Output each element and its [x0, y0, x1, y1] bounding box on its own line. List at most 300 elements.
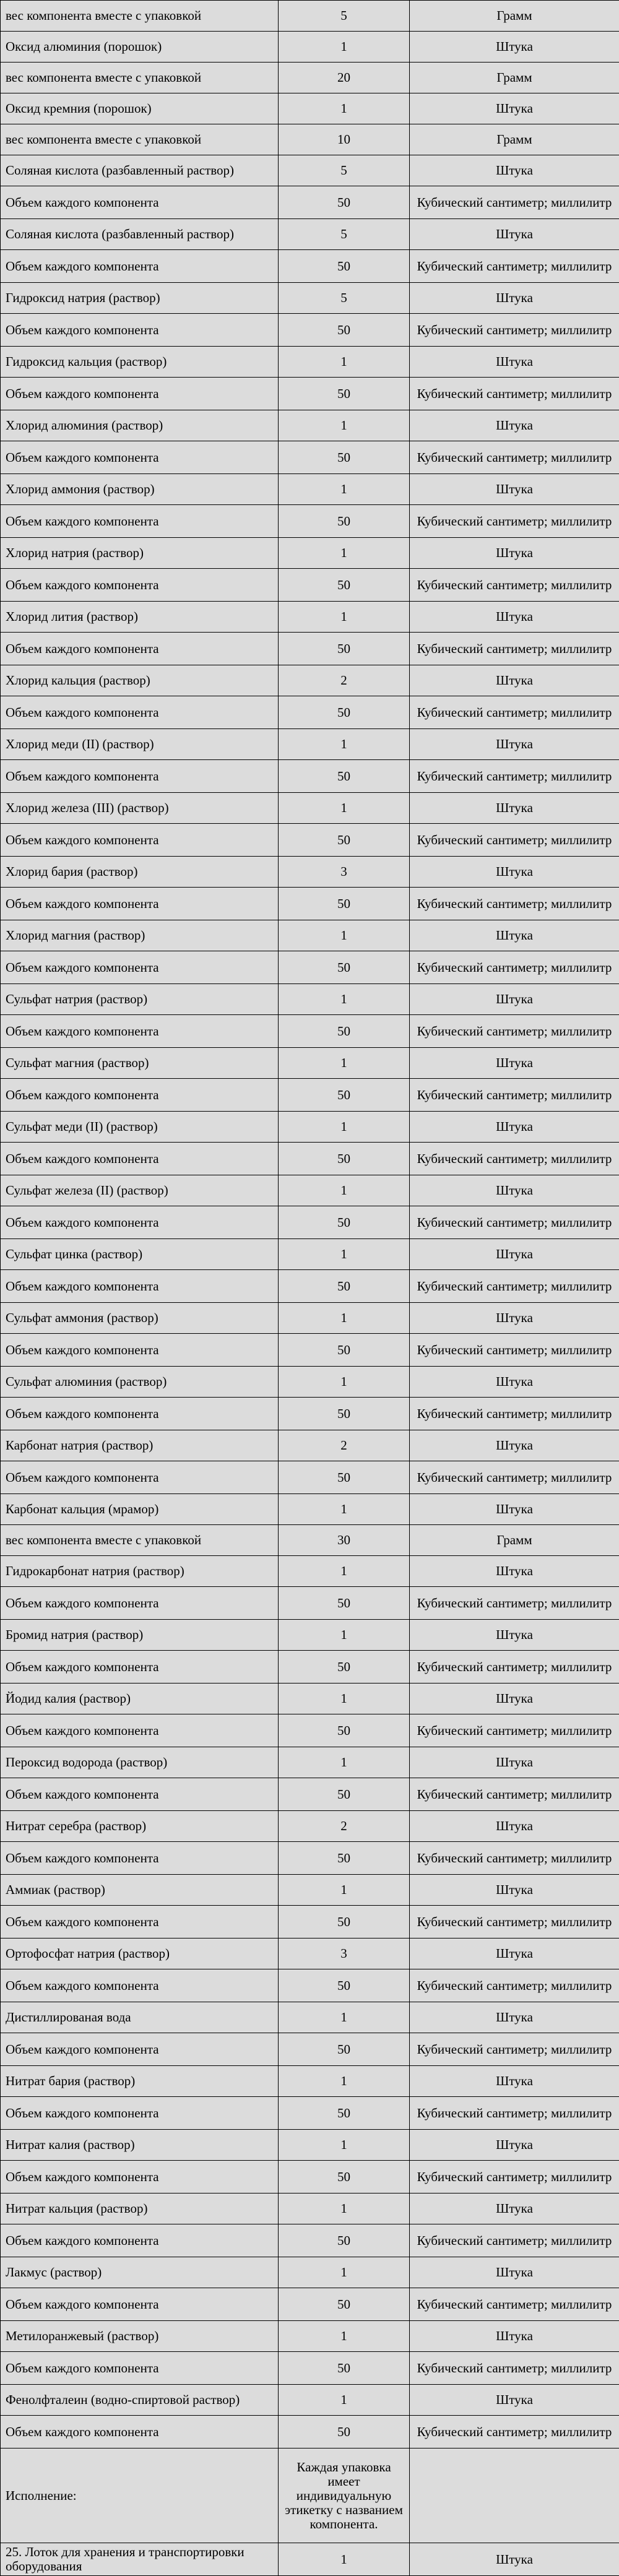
- cell-quantity: 1: [279, 347, 410, 378]
- cell-unit: Штука: [410, 1239, 619, 1270]
- cell-quantity: 1: [279, 2130, 410, 2161]
- cell-unit: Штука: [410, 1747, 619, 1778]
- cell-name: Объем каждого компонента: [1, 186, 279, 219]
- cell-unit: Кубический сантиметр; миллилитр: [410, 1398, 619, 1430]
- cell-unit: Штука: [410, 1683, 619, 1714]
- table-row: [1, 1015, 619, 1048]
- cell-quantity: 1: [279, 984, 410, 1015]
- cell-name: Объем каждого компонента: [1, 951, 279, 984]
- cell-unit: Кубический сантиметр; миллилитр: [410, 505, 619, 538]
- cell-unit: Кубический сантиметр; миллилитр: [410, 951, 619, 984]
- cell-quantity: 1: [279, 538, 410, 569]
- table-row: [1, 920, 619, 951]
- table-row: [1, 665, 619, 696]
- cell-unit: Кубический сантиметр; миллилитр: [410, 888, 619, 920]
- cell-name: Оксид алюминия (порошок): [1, 32, 279, 63]
- cell-unit: Штука: [410, 1494, 619, 1525]
- cell-unit: Штука: [410, 857, 619, 888]
- cell-unit: Кубический сантиметр; миллилитр: [410, 633, 619, 665]
- cell-quantity: 1: [279, 793, 410, 824]
- cell-quantity: 50: [279, 1143, 410, 1175]
- table-row: [1, 1811, 619, 1842]
- cell-name: Хлорид бария (раствор): [1, 857, 279, 888]
- cell-name: Объем каждого компонента: [1, 2224, 279, 2257]
- cell-name: Нитрат кальция (раствор): [1, 2193, 279, 2224]
- cell-unit: Кубический сантиметр; миллилитр: [410, 569, 619, 602]
- cell-quantity: 50: [279, 951, 410, 984]
- cell-quantity: 50: [279, 250, 410, 283]
- cell-name: Объем каждого компонента: [1, 696, 279, 729]
- table-row: [1, 729, 619, 760]
- table-row: [1, 1525, 619, 1556]
- cell-quantity: 50: [279, 1906, 410, 1938]
- table-row: [1, 2193, 619, 2224]
- table-row: [1, 219, 619, 250]
- cell-quantity: 1: [279, 729, 410, 760]
- cell-unit: Штука: [410, 93, 619, 124]
- cell-quantity: 1: [279, 1556, 410, 1587]
- cell-name: Объем каждого компонента: [1, 1461, 279, 1494]
- cell-name: Объем каждого компонента: [1, 569, 279, 602]
- cell-quantity: 5: [279, 283, 410, 314]
- cell-unit: Грамм: [410, 1, 619, 32]
- cell-quantity: 50: [279, 505, 410, 538]
- table-row: [1, 602, 619, 633]
- cell-quantity: 1: [279, 32, 410, 63]
- cell-quantity: 1: [279, 93, 410, 124]
- cell-unit: Штука: [410, 1556, 619, 1587]
- cell-unit: Кубический сантиметр; миллилитр: [410, 314, 619, 347]
- cell-quantity: 1: [279, 1048, 410, 1079]
- cell-quantity: 10: [279, 124, 410, 155]
- cell-unit: Штука: [410, 729, 619, 760]
- cell-name: Нитрат бария (раствор): [1, 2066, 279, 2097]
- cell-name: Объем каждого компонента: [1, 441, 279, 474]
- cell-unit: Штука: [410, 1175, 619, 1206]
- cell-name: Объем каждого компонента: [1, 1842, 279, 1875]
- cell-unit: Кубический сантиметр; миллилитр: [410, 2352, 619, 2385]
- table-row: [1, 1112, 619, 1143]
- cell-unit: Кубический сантиметр; миллилитр: [410, 1461, 619, 1494]
- cell-name: Соляная кислота (разбавленный раствор): [1, 219, 279, 250]
- cell-unit: Кубический сантиметр; миллилитр: [410, 1778, 619, 1811]
- cell-unit: Штука: [410, 155, 619, 186]
- cell-quantity: 50: [279, 760, 410, 793]
- cell-quantity: 1: [279, 2385, 410, 2416]
- cell-quantity: 1: [279, 1303, 410, 1334]
- cell-name: Объем каждого компонента: [1, 1334, 279, 1367]
- cell-unit: Кубический сантиметр; миллилитр: [410, 1906, 619, 1938]
- table-row: [1, 2416, 619, 2448]
- cell-quantity: 50: [279, 2033, 410, 2066]
- cell-quantity: 2: [279, 1811, 410, 1842]
- cell-name: Объем каждого компонента: [1, 314, 279, 347]
- table-row: [1, 2288, 619, 2321]
- cell-unit: Кубический сантиметр; миллилитр: [410, 2288, 619, 2321]
- cell-quantity: 30: [279, 1525, 410, 1556]
- cell-name: Оксид кремния (порошок): [1, 93, 279, 124]
- specification-table-body: [1, 1, 619, 2576]
- cell-quantity: 50: [279, 1079, 410, 1112]
- cell-name: Объем каждого компонента: [1, 2288, 279, 2321]
- table-row: [1, 1430, 619, 1461]
- cell-unit: Штука: [410, 538, 619, 569]
- cell-quantity: 50: [279, 1651, 410, 1683]
- cell-name: Объем каждого компонента: [1, 1015, 279, 1048]
- cell-name: Аммиак (раствор): [1, 1875, 279, 1906]
- table-row: [1, 1906, 619, 1938]
- cell-quantity: 1: [279, 2193, 410, 2224]
- cell-quantity: 50: [279, 1842, 410, 1875]
- table-row: [1, 1842, 619, 1875]
- cell-unit: Штука: [410, 1811, 619, 1842]
- cell-unit: Штука: [410, 2385, 619, 2416]
- cell-unit: Штука: [410, 2257, 619, 2288]
- table-row: [1, 186, 619, 219]
- cell-unit: Штука: [410, 410, 619, 441]
- cell-name: Объем каждого компонента: [1, 505, 279, 538]
- cell-unit: Штука: [410, 793, 619, 824]
- cell-unit: Кубический сантиметр; миллилитр: [410, 1270, 619, 1303]
- cell-quantity: 50: [279, 2288, 410, 2321]
- cell-name: Объем каждого компонента: [1, 2352, 279, 2385]
- cell-quantity: 2: [279, 665, 410, 696]
- cell-quantity: 1: [279, 920, 410, 951]
- table-row: [1, 1747, 619, 1778]
- table-row: [1, 1556, 619, 1587]
- cell-unit: Кубический сантиметр; миллилитр: [410, 2097, 619, 2130]
- cell-name: Хлорид железа (III) (раствор): [1, 793, 279, 824]
- table-row: [1, 93, 619, 124]
- table-row: [1, 2321, 619, 2352]
- cell-unit: Штука: [410, 474, 619, 505]
- cell-name: Объем каждого компонента: [1, 2033, 279, 2066]
- cell-unit: Кубический сантиметр; миллилитр: [410, 186, 619, 219]
- table-row: [1, 32, 619, 63]
- cell-name: Бромид натрия (раствор): [1, 1620, 279, 1651]
- cell-unit: Штука: [410, 984, 619, 1015]
- table-row: [1, 1239, 619, 1270]
- cell-unit: Кубический сантиметр; миллилитр: [410, 2416, 619, 2448]
- cell-unit: Штука: [410, 1367, 619, 1398]
- cell-name: Объем каждого компонента: [1, 633, 279, 665]
- cell-name: Сульфат алюминия (раствор): [1, 1367, 279, 1398]
- cell-quantity: 50: [279, 888, 410, 920]
- cell-name: Объем каждого компонента: [1, 1651, 279, 1683]
- cell-name: Объем каждого компонента: [1, 824, 279, 857]
- cell-name: Объем каждого компонента: [1, 250, 279, 283]
- cell-quantity: Каждая упаковка имеет индивидуальную этикетку с названием компонента.: [279, 2448, 410, 2543]
- table-row: [1, 857, 619, 888]
- cell-name: Хлорид аммония (раствор): [1, 474, 279, 505]
- table-row: [1, 1143, 619, 1175]
- cell-quantity: 1: [279, 1239, 410, 1270]
- cell-quantity: 20: [279, 63, 410, 93]
- cell-quantity: 50: [279, 569, 410, 602]
- cell-name: Метилоранжевый (раствор): [1, 2321, 279, 2352]
- table-row: [1, 283, 619, 314]
- cell-name: вес компонента вместе с упаковкой: [1, 63, 279, 93]
- cell-name: Хлорид натрия (раствор): [1, 538, 279, 569]
- cell-name: Гидроксид натрия (раствор): [1, 283, 279, 314]
- cell-name: вес компонента вместе с упаковкой: [1, 124, 279, 155]
- cell-name: Йодид калия (раствор): [1, 1683, 279, 1714]
- table-row: [1, 1206, 619, 1239]
- cell-quantity: 50: [279, 1714, 410, 1747]
- cell-quantity: 1: [279, 1175, 410, 1206]
- table-row: [1, 824, 619, 857]
- cell-unit: Кубический сантиметр; миллилитр: [410, 1143, 619, 1175]
- cell-unit: Штука: [410, 1620, 619, 1651]
- cell-quantity: 1: [279, 410, 410, 441]
- cell-quantity: 50: [279, 186, 410, 219]
- cell-name: Объем каждого компонента: [1, 1079, 279, 1112]
- cell-unit: Штука: [410, 2130, 619, 2161]
- table-row: [1, 1367, 619, 1398]
- cell-unit: Штука: [410, 2066, 619, 2097]
- table-row: [1, 2002, 619, 2033]
- table-row: [1, 155, 619, 186]
- cell-name: Сульфат натрия (раствор): [1, 984, 279, 1015]
- table-row: [1, 1875, 619, 1906]
- cell-name: Сульфат железа (II) (раствор): [1, 1175, 279, 1206]
- table-row: [1, 760, 619, 793]
- cell-name: Сульфат аммония (раствор): [1, 1303, 279, 1334]
- table-row: [1, 2257, 619, 2288]
- cell-name: Карбонат натрия (раствор): [1, 1430, 279, 1461]
- cell-name: Дистиллированая вода: [1, 2002, 279, 2033]
- table-row: [1, 1048, 619, 1079]
- cell-name: Объем каждого компонента: [1, 2097, 279, 2130]
- table-row: [1, 1969, 619, 2002]
- cell-unit: Грамм: [410, 124, 619, 155]
- cell-unit: [410, 2448, 619, 2543]
- cell-unit: Кубический сантиметр; миллилитр: [410, 250, 619, 283]
- cell-quantity: 5: [279, 1, 410, 32]
- table-row: [1, 793, 619, 824]
- cell-quantity: 50: [279, 1398, 410, 1430]
- cell-quantity: 1: [279, 1494, 410, 1525]
- cell-unit: Кубический сантиметр; миллилитр: [410, 2033, 619, 2066]
- cell-name: Исполнение:: [1, 2448, 279, 2543]
- table-row: [1, 696, 619, 729]
- cell-unit: Кубический сантиметр; миллилитр: [410, 696, 619, 729]
- cell-name: Сульфат магния (раствор): [1, 1048, 279, 1079]
- cell-quantity: 1: [279, 474, 410, 505]
- cell-quantity: 50: [279, 1015, 410, 1048]
- cell-name: Хлорид магния (раствор): [1, 920, 279, 951]
- cell-unit: Кубический сантиметр; миллилитр: [410, 1714, 619, 1747]
- table-row: [1, 505, 619, 538]
- table-row: [1, 2066, 619, 2097]
- cell-name: Объем каждого компонента: [1, 1906, 279, 1938]
- cell-quantity: 1: [279, 1875, 410, 1906]
- cell-unit: Штука: [410, 920, 619, 951]
- cell-quantity: 50: [279, 824, 410, 857]
- cell-quantity: 50: [279, 1969, 410, 2002]
- cell-quantity: 3: [279, 1938, 410, 1969]
- cell-quantity: 1: [279, 1683, 410, 1714]
- table-row: [1, 1714, 619, 1747]
- table-row: [1, 124, 619, 155]
- table-row: [1, 2352, 619, 2385]
- cell-unit: Кубический сантиметр; миллилитр: [410, 1842, 619, 1875]
- table-row: [1, 410, 619, 441]
- cell-name: Ортофосфат натрия (раствор): [1, 1938, 279, 1969]
- cell-quantity: 50: [279, 2416, 410, 2448]
- cell-name: Объем каждого компонента: [1, 2161, 279, 2193]
- table-row: [1, 1620, 619, 1651]
- table-row: [1, 569, 619, 602]
- table-row: [1, 1683, 619, 1714]
- table-row: [1, 1494, 619, 1525]
- table-row: [1, 1461, 619, 1494]
- cell-unit: Кубический сантиметр; миллилитр: [410, 760, 619, 793]
- cell-name: Объем каждого компонента: [1, 1398, 279, 1430]
- cell-name: Хлорид алюминия (раствор): [1, 410, 279, 441]
- cell-quantity: 50: [279, 2097, 410, 2130]
- cell-quantity: 5: [279, 155, 410, 186]
- cell-name: Объем каждого компонента: [1, 760, 279, 793]
- cell-quantity: 1: [279, 2066, 410, 2097]
- cell-quantity: 1: [279, 602, 410, 633]
- cell-name: Объем каждого компонента: [1, 1143, 279, 1175]
- cell-name: Соляная кислота (разбавленный раствор): [1, 155, 279, 186]
- cell-name: Сульфат цинка (раствор): [1, 1239, 279, 1270]
- table-row: [1, 1398, 619, 1430]
- table-row: [1, 1778, 619, 1811]
- cell-unit: Штука: [410, 1048, 619, 1079]
- table-row: [1, 888, 619, 920]
- table-row: [1, 1587, 619, 1620]
- cell-quantity: 50: [279, 1334, 410, 1367]
- cell-unit: Штука: [410, 1875, 619, 1906]
- cell-unit: Штука: [410, 1430, 619, 1461]
- cell-unit: Кубический сантиметр; миллилитр: [410, 2224, 619, 2257]
- cell-quantity: 50: [279, 2352, 410, 2385]
- cell-unit: Кубический сантиметр; миллилитр: [410, 1206, 619, 1239]
- cell-quantity: 1: [279, 2257, 410, 2288]
- table-row: [1, 2543, 619, 2576]
- cell-quantity: 50: [279, 378, 410, 410]
- table-row: [1, 441, 619, 474]
- cell-name: 25. Лоток для хранения и транспортировки оборудования: [1, 2543, 279, 2576]
- cell-name: Хлорид лития (раствор): [1, 602, 279, 633]
- cell-quantity: 50: [279, 633, 410, 665]
- cell-unit: Кубический сантиметр; миллилитр: [410, 824, 619, 857]
- table-row: [1, 951, 619, 984]
- cell-quantity: 1: [279, 1620, 410, 1651]
- cell-quantity: 50: [279, 2224, 410, 2257]
- table-row: [1, 63, 619, 93]
- cell-unit: Штука: [410, 1303, 619, 1334]
- cell-unit: Штука: [410, 2002, 619, 2033]
- cell-unit: Штука: [410, 1112, 619, 1143]
- cell-quantity: 3: [279, 857, 410, 888]
- table-row: [1, 1651, 619, 1683]
- table-row: [1, 2097, 619, 2130]
- cell-name: Объем каждого компонента: [1, 888, 279, 920]
- cell-unit: Кубический сантиметр; миллилитр: [410, 1079, 619, 1112]
- cell-unit: Кубический сантиметр; миллилитр: [410, 1334, 619, 1367]
- table-row: [1, 984, 619, 1015]
- cell-unit: Штука: [410, 347, 619, 378]
- cell-quantity: 1: [279, 1747, 410, 1778]
- cell-quantity: 5: [279, 219, 410, 250]
- table-row: [1, 314, 619, 347]
- cell-unit: Кубический сантиметр; миллилитр: [410, 1015, 619, 1048]
- cell-name: Хлорид кальция (раствор): [1, 665, 279, 696]
- cell-quantity: 50: [279, 1270, 410, 1303]
- table-row: [1, 250, 619, 283]
- cell-unit: Грамм: [410, 63, 619, 93]
- cell-unit: Штука: [410, 2321, 619, 2352]
- cell-name: Сульфат меди (II) (раствор): [1, 1112, 279, 1143]
- cell-unit: Грамм: [410, 1525, 619, 1556]
- table-row: [1, 2448, 619, 2543]
- table-row: [1, 347, 619, 378]
- cell-quantity: 50: [279, 441, 410, 474]
- cell-name: Фенолфталеин (водно-спиртовой раствор): [1, 2385, 279, 2416]
- cell-name: Гидрокарбонат натрия (раствор): [1, 1556, 279, 1587]
- cell-quantity: 1: [279, 2002, 410, 2033]
- table-row: [1, 1334, 619, 1367]
- cell-quantity: 50: [279, 2161, 410, 2193]
- table-row: [1, 633, 619, 665]
- cell-quantity: 50: [279, 1778, 410, 1811]
- cell-name: Лакмус (раствор): [1, 2257, 279, 2288]
- table-row: [1, 1, 619, 32]
- cell-quantity: 50: [279, 1461, 410, 1494]
- table-row: [1, 2224, 619, 2257]
- cell-unit: Штука: [410, 602, 619, 633]
- cell-unit: Штука: [410, 2543, 619, 2576]
- cell-quantity: 1: [279, 1367, 410, 1398]
- cell-name: Нитрат калия (раствор): [1, 2130, 279, 2161]
- cell-quantity: 1: [279, 1112, 410, 1143]
- cell-name: Объем каждого компонента: [1, 2416, 279, 2448]
- table-row: [1, 1303, 619, 1334]
- cell-unit: Кубический сантиметр; миллилитр: [410, 378, 619, 410]
- cell-name: Пероксид водорода (раствор): [1, 1747, 279, 1778]
- table-row: [1, 474, 619, 505]
- cell-name: вес компонента вместе с упаковкой: [1, 1525, 279, 1556]
- cell-name: Объем каждого компонента: [1, 1206, 279, 1239]
- cell-unit: Штука: [410, 283, 619, 314]
- cell-quantity: 50: [279, 1206, 410, 1239]
- table-row: [1, 1270, 619, 1303]
- cell-name: Хлорид меди (II) (раствор): [1, 729, 279, 760]
- table-row: [1, 1938, 619, 1969]
- cell-quantity: 1: [279, 2543, 410, 2576]
- table-row: [1, 2161, 619, 2193]
- cell-name: Карбонат кальция (мрамор): [1, 1494, 279, 1525]
- table-row: [1, 2033, 619, 2066]
- table-row: [1, 2130, 619, 2161]
- cell-unit: Штука: [410, 32, 619, 63]
- table-row: [1, 2385, 619, 2416]
- cell-name: Объем каждого компонента: [1, 1714, 279, 1747]
- cell-quantity: 1: [279, 2321, 410, 2352]
- cell-name: Объем каждого компонента: [1, 1270, 279, 1303]
- cell-quantity: 50: [279, 696, 410, 729]
- cell-name: Гидроксид кальция (раствор): [1, 347, 279, 378]
- table-row: [1, 1079, 619, 1112]
- table-row: [1, 538, 619, 569]
- cell-unit: Штука: [410, 665, 619, 696]
- cell-name: Объем каждого компонента: [1, 1587, 279, 1620]
- cell-unit: Штука: [410, 2193, 619, 2224]
